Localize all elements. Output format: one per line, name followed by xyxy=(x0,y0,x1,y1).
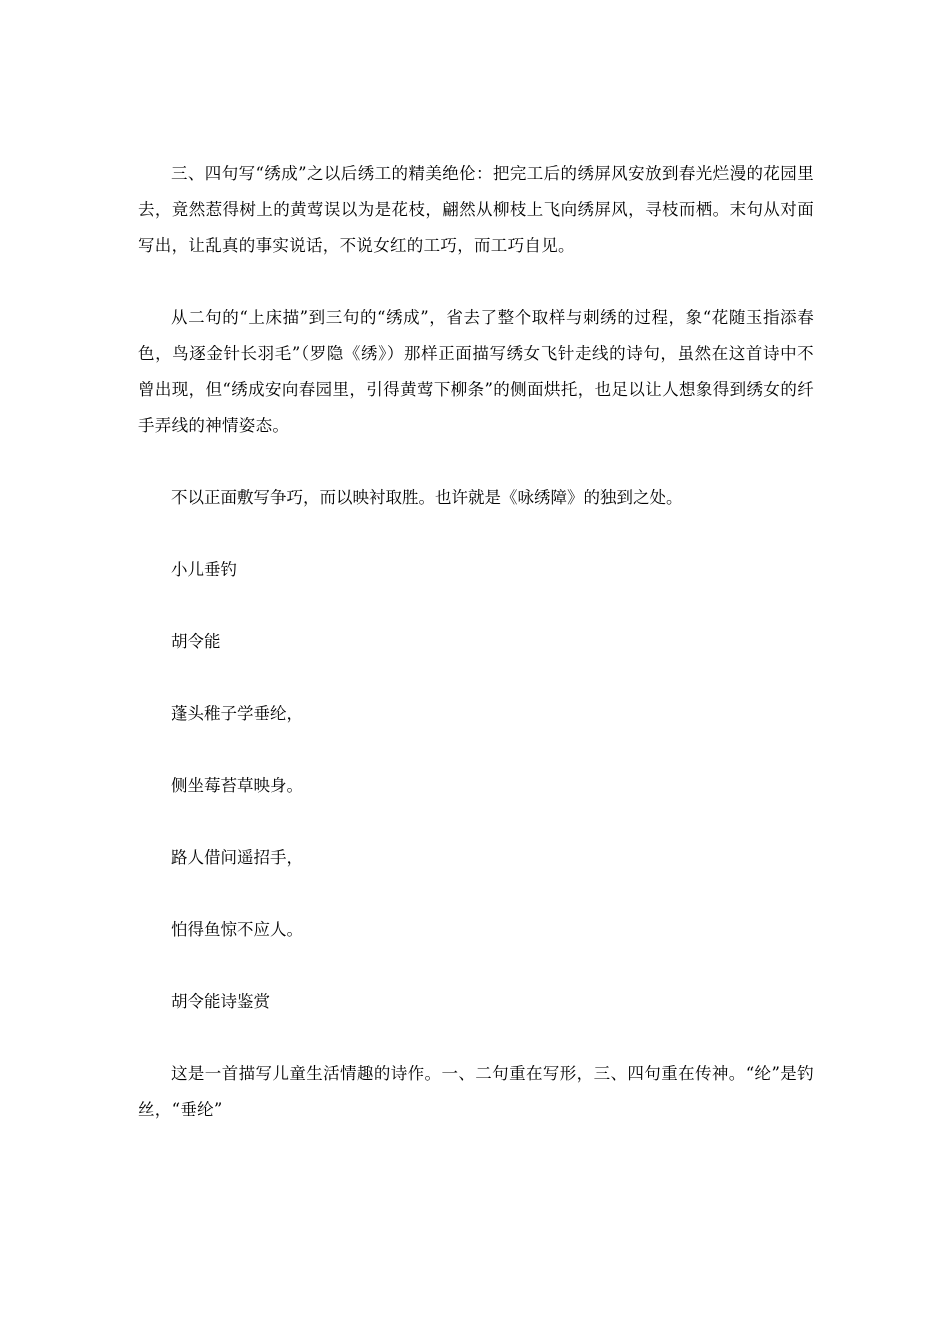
appreciation-paragraph: 这是一首描写儿童生活情趣的诗作。一、二句重在写形，三、四句重在传神。“纶”是钓丝，“垂纶” xyxy=(138,1064,814,1119)
poem-line: 侧坐莓苔草映身。 xyxy=(171,776,303,795)
poem-line: 路人借问遥招手， xyxy=(171,848,303,867)
paragraph-embroidery-conclusion: 不以正面敷写争巧，而以映衬取胜。也许就是《咏绣障》的独到之处。 xyxy=(171,488,683,507)
paragraph-embroidery-lines-3-4: 三、四句写“绣成”之以后绣工的精美绝伦：把完工后的绣屏风安放到春光烂漫的花园里去，竟然惹得树上的黄莺误以为是花枝，翩然从柳枝上飞向绣屏风，寻枝而栖。末句从对面写出，让乱真的事实说话，不说女红的工巧，而工巧自见。 xyxy=(138,164,814,255)
poem-title: 小儿垂钓 xyxy=(171,560,237,579)
appreciation-heading: 胡令能诗鉴赏 xyxy=(171,992,270,1011)
document-body xyxy=(138,156,814,1128)
paragraph-embroidery-side-description: 从二句的“上床描”到三句的“绣成”，省去了整个取样与刺绣的过程，象“花随玉指添春色，鸟逐金针长羽毛”（罗隐《绣》）那样正面描写绣女飞针走线的诗句，虽然在这首诗中不曾出现，但“绣成安向春园里，引得黄莺下柳条”的侧面烘托，也足以让人想象得到绣女的纤手弄线的神情姿态。 xyxy=(138,308,814,435)
poem-line: 蓬头稚子学垂纶， xyxy=(171,704,303,723)
poem-line: 怕得鱼惊不应人。 xyxy=(171,920,303,939)
poem-author: 胡令能 xyxy=(171,632,221,651)
